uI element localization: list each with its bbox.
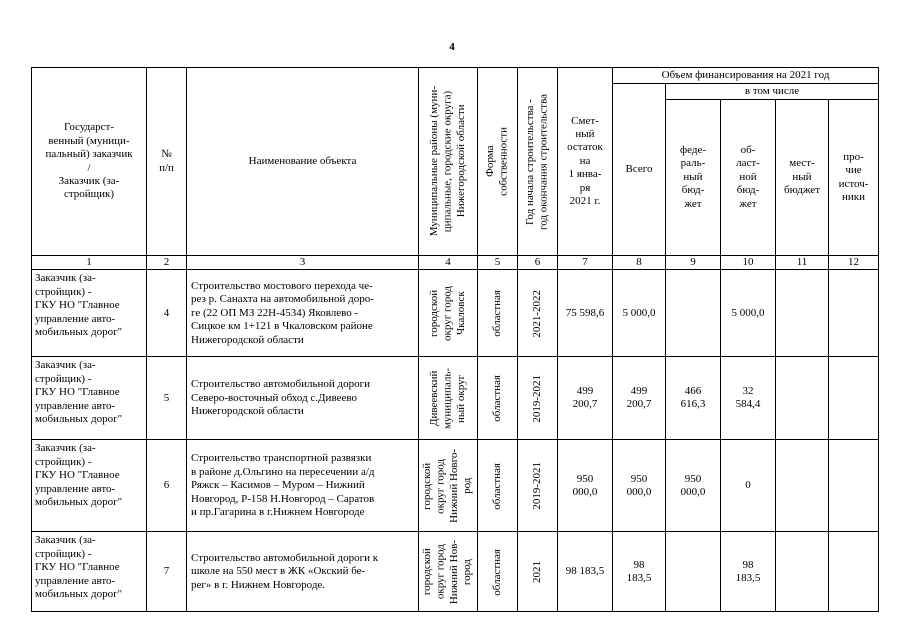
row-municipality: городской округ город Чкаловск	[419, 270, 478, 357]
row-total: 5 000,0	[613, 270, 666, 357]
row-number: 5	[147, 357, 187, 440]
column-number: 9	[666, 256, 721, 270]
header-federal: феде- раль- ный бюд- жет	[666, 100, 721, 256]
row-object: Строительство транспортной развязки в районе д.Ольгино на пересечении а/д Ряжск – Касимов – Муром – Нижний Новгород, Р-158 Н.Новгород – Саратов и пр.Гагарина в г.Нижнем Новгороде	[187, 440, 419, 532]
column-number: 11	[776, 256, 829, 270]
row-federal: 466 616,3	[666, 357, 721, 440]
row-local	[776, 357, 829, 440]
row-object: Строительство мостового перехода че- рез р. Санахта на автомобильной доро- ге (22 ОП МЗ 22Н-4534) Яковлево - Сицкое км 1+121 в Чкаловском районе Нижегородской области	[187, 270, 419, 357]
header-incl: в том числе	[666, 84, 879, 100]
row-customer: Заказчик (за- стройщик) - ГКУ НО "Главное управление авто- мобильных дорог"	[32, 532, 147, 612]
header-local: мест- ный бюджет	[776, 100, 829, 256]
row-municipality: городской округ город Нижний Новго- род	[419, 440, 478, 532]
column-numbers-row	[32, 256, 879, 270]
row-other	[829, 440, 879, 532]
column-number: 7	[558, 256, 613, 270]
funding-table	[31, 67, 879, 612]
row-customer: Заказчик (за- стройщик) - ГКУ НО "Главное управление авто- мобильных дорог"	[32, 440, 147, 532]
row-years: 2021-2022	[518, 270, 558, 357]
row-local	[776, 440, 829, 532]
column-number: 2	[147, 256, 187, 270]
row-federal	[666, 532, 721, 612]
row-total: 98 183,5	[613, 532, 666, 612]
row-municipality: Дивеевский муниципаль- ный округ	[419, 357, 478, 440]
row-estimate: 499 200,7	[558, 357, 613, 440]
header-regional: об- ласт- ной бюд- жет	[721, 100, 776, 256]
row-object: Строительство автомобильной дороги Северо-восточный обход с.Дивеево Нижегородской области	[187, 357, 419, 440]
row-estimate: 950 000,0	[558, 440, 613, 532]
table-row	[32, 270, 879, 357]
header-ownership: Форма собственности	[478, 68, 518, 256]
header-funding-group: Объем финансирования на 2021 год	[613, 68, 879, 84]
column-number: 1	[32, 256, 147, 270]
table-row	[32, 357, 879, 440]
row-other	[829, 532, 879, 612]
row-ownership: областная	[478, 440, 518, 532]
column-number: 4	[419, 256, 478, 270]
column-number: 8	[613, 256, 666, 270]
column-number: 5	[478, 256, 518, 270]
row-other	[829, 270, 879, 357]
column-number: 3	[187, 256, 419, 270]
table-row	[32, 532, 879, 612]
row-customer: Заказчик (за- стройщик) - ГКУ НО "Главное управление авто- мобильных дорог"	[32, 357, 147, 440]
row-object: Строительство автомобильной дороги к школе на 550 мест в ЖК «Окский бе- рег» в г. Нижнем Новгороде.	[187, 532, 419, 612]
row-years: 2019-2021	[518, 357, 558, 440]
row-years: 2019-2021	[518, 440, 558, 532]
row-other	[829, 357, 879, 440]
header-total: Всего	[613, 84, 666, 256]
column-number: 12	[829, 256, 879, 270]
row-ownership: областная	[478, 270, 518, 357]
column-number: 6	[518, 256, 558, 270]
row-regional: 98 183,5	[721, 532, 776, 612]
header-other: про- чие источ- ники	[829, 100, 879, 256]
row-regional: 5 000,0	[721, 270, 776, 357]
row-total: 950 000,0	[613, 440, 666, 532]
header-number: № п/п	[147, 68, 187, 256]
row-number: 4	[147, 270, 187, 357]
row-number: 6	[147, 440, 187, 532]
header-estimate: Смет- ный остаток на 1 янва- ря 2021 г.	[558, 68, 613, 256]
row-customer: Заказчик (за- стройщик) - ГКУ НО "Главное управление авто- мобильных дорог"	[32, 270, 147, 357]
row-local	[776, 270, 829, 357]
page-number: 4	[449, 41, 455, 53]
row-ownership: областная	[478, 357, 518, 440]
table-row	[32, 440, 879, 532]
row-federal: 950 000,0	[666, 440, 721, 532]
header-municipality: Муниципальные районы (муни- ципальные, городские округа) Нижегородской области	[419, 68, 478, 256]
row-municipality: городской округ город Нижний Нов- город	[419, 532, 478, 612]
row-ownership: областная	[478, 532, 518, 612]
row-total: 499 200,7	[613, 357, 666, 440]
row-estimate: 75 598,6	[558, 270, 613, 357]
row-federal	[666, 270, 721, 357]
row-regional: 0	[721, 440, 776, 532]
column-number: 10	[721, 256, 776, 270]
header-customer: Государст- венный (муници- пальный) заказчик / Заказчик (за- стройщик)	[32, 68, 147, 256]
row-estimate: 98 183,5	[558, 532, 613, 612]
header-years: Год начала строительства - год окончания строительства	[518, 68, 558, 256]
row-years: 2021	[518, 532, 558, 612]
row-local	[776, 532, 829, 612]
row-regional: 32 584,4	[721, 357, 776, 440]
header-object-name: Наименование объекта	[187, 68, 419, 256]
row-number: 7	[147, 532, 187, 612]
